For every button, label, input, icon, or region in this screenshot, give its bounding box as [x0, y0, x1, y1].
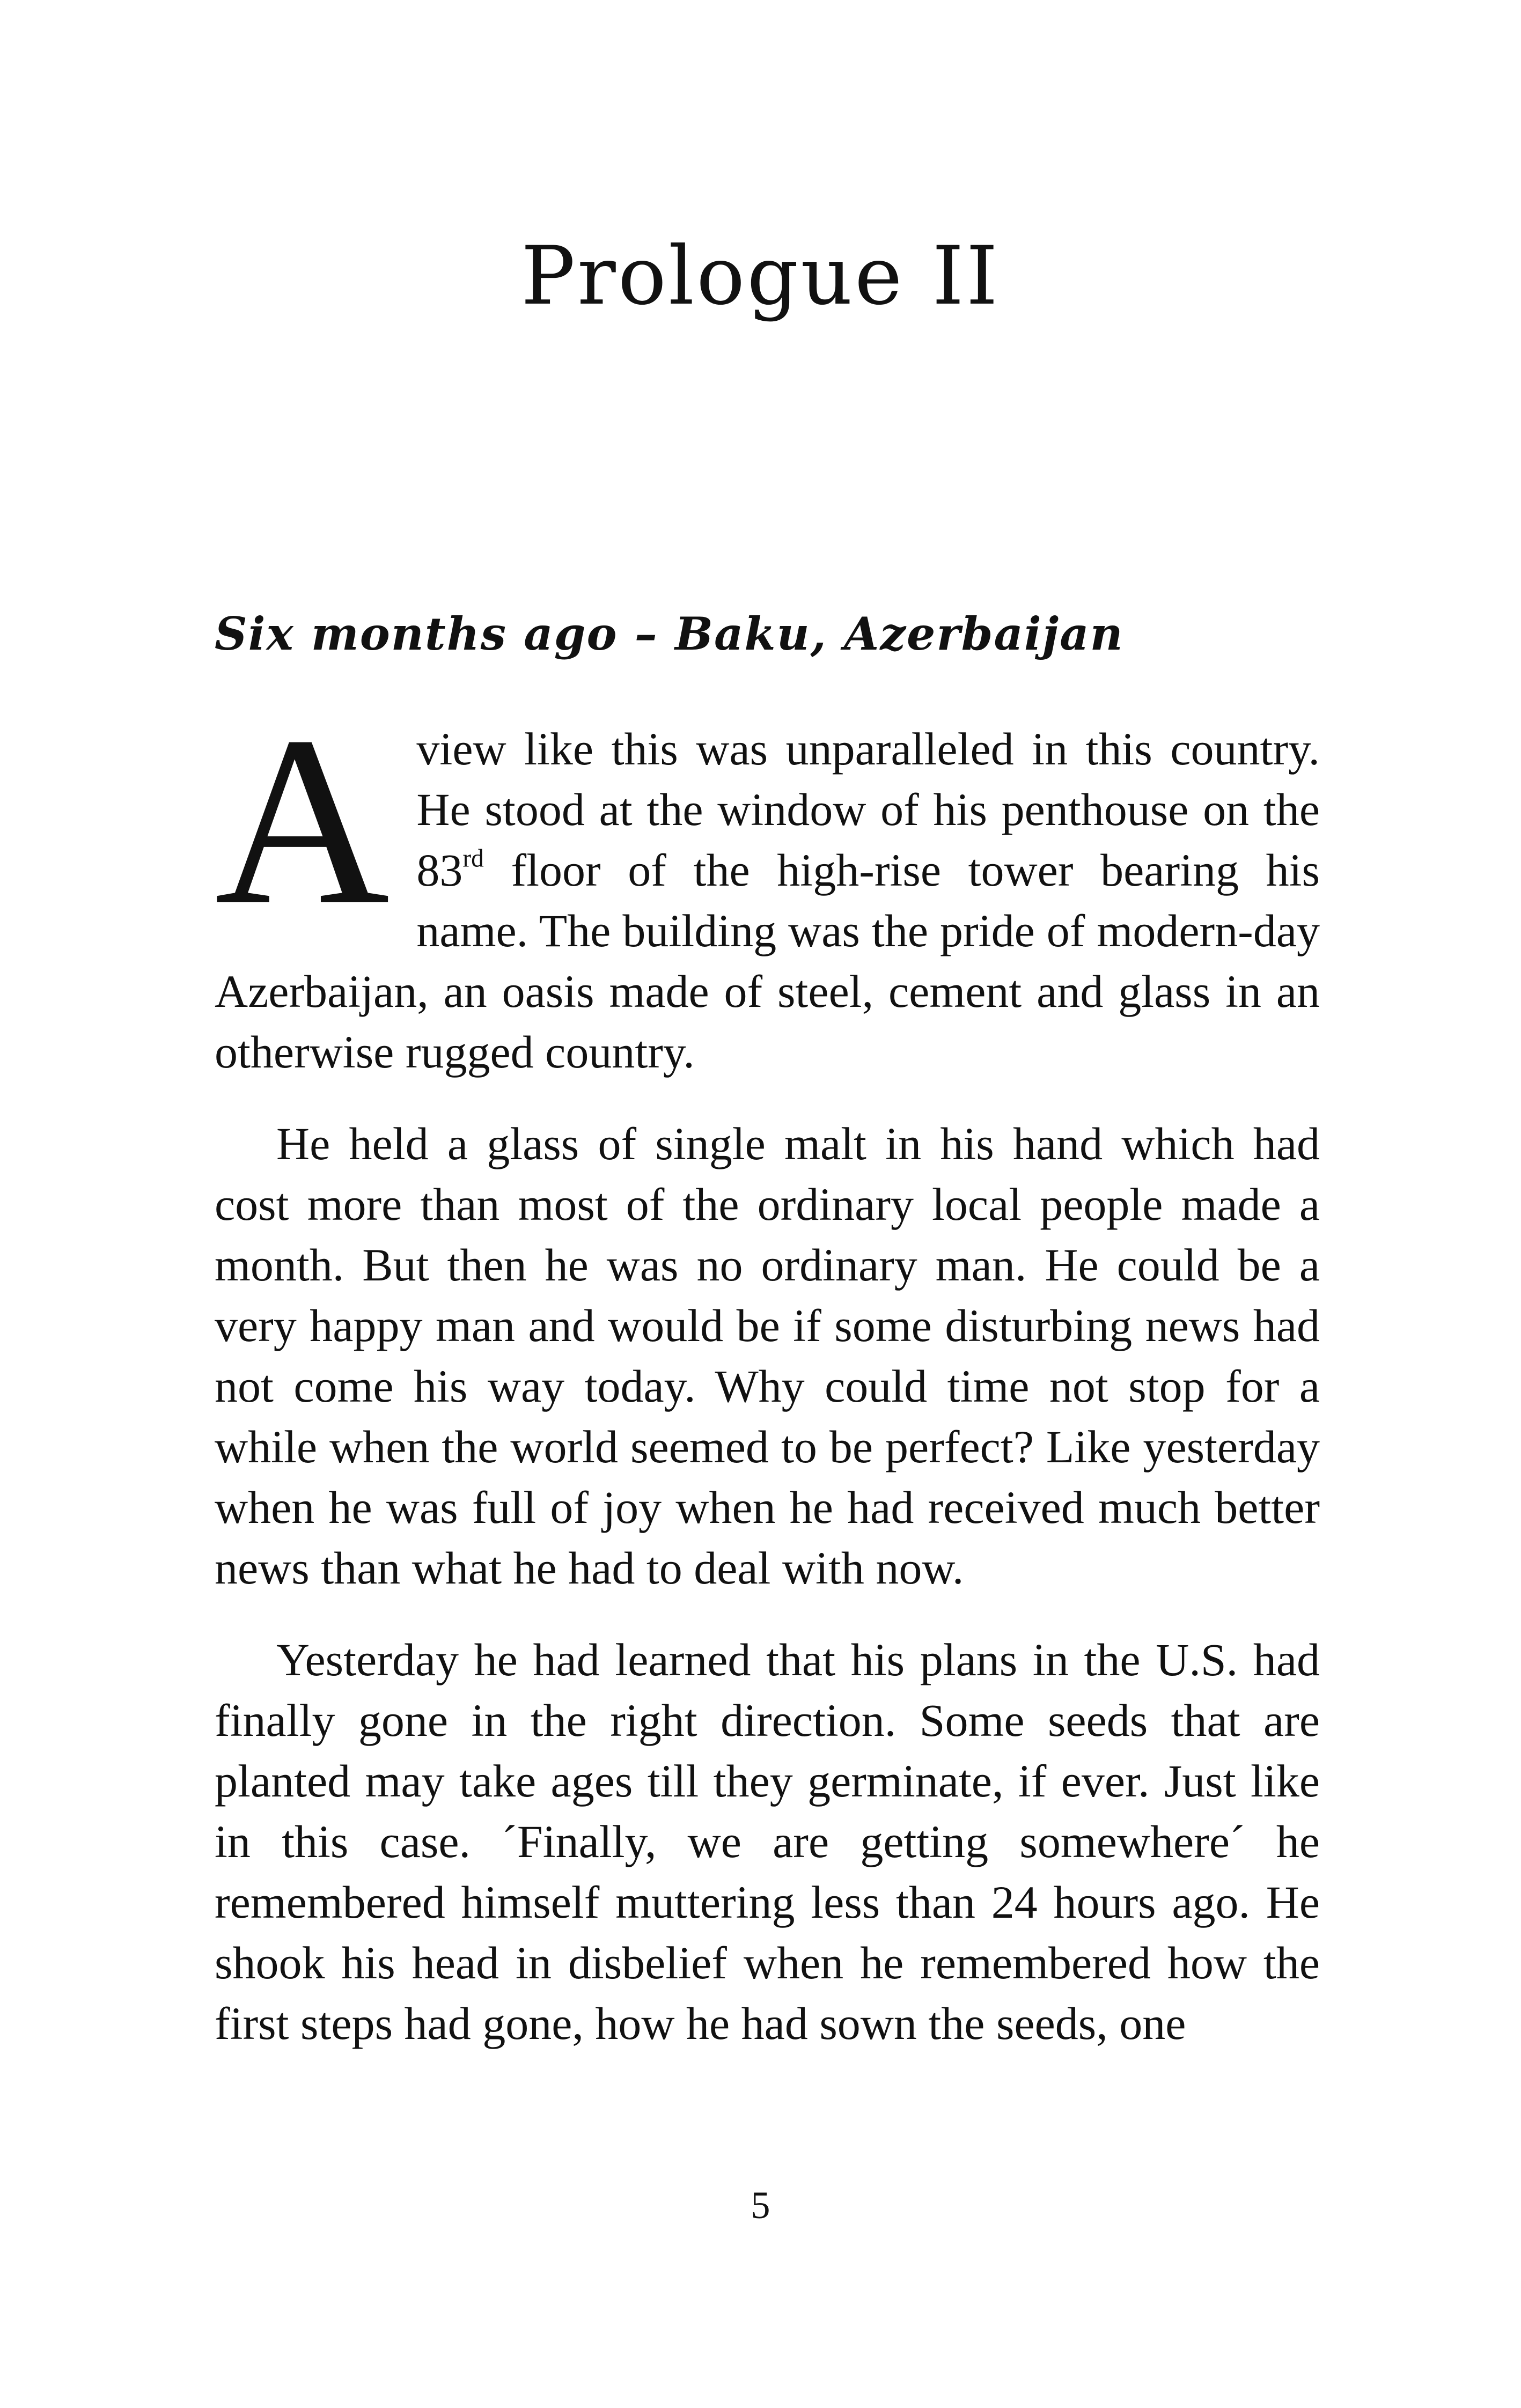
paragraph-1-text-b: floor of the high-rise tower bearing his name. The building was the pride of modern-day Azerbaijan, an oasis made of steel, cement and glass in an otherwise rugged country. [215, 844, 1320, 1078]
paragraph-3: Yesterday he had learned that his plans in the U.S. had finally gone in the right direction. Some seeds that are planted may take ages till they germinate, if ever. Just like in this case. ´Finally, we are getting somewhere´ he remembered himself muttering less than 24 hours ago. He shook his head in disbelief when he remembered how the first steps had gone, how he had sown the seeds, one [215, 1634, 1320, 2049]
paragraph-1-text-a: view like this was unparalleled in this country. He stood at the window of his penthouse on the 83 [416, 723, 1320, 896]
page-number: 5 [751, 2184, 770, 2227]
ordinal-suffix: rd [462, 844, 484, 873]
paragraph-2: He held a glass of single malt in his hand which had cost more than most of the ordinary local people made a month. But then he was no ordinary man. He could be a very happy man and would be if some disturbing news had not come his way today. Why could time not stop for a while when the world seemed to be perfect? Like yesterday when he was full of joy when he had received much better news than what he had to deal with now. [215, 1118, 1320, 1594]
scene-heading: Six months ago – Baku, Azerbaijan [215, 607, 1124, 660]
body-text [215, 686, 1320, 2085]
chapter-title: Prologue II [521, 230, 1000, 323]
drop-cap: A [215, 686, 390, 955]
paragraph-1 [215, 686, 1320, 1083]
